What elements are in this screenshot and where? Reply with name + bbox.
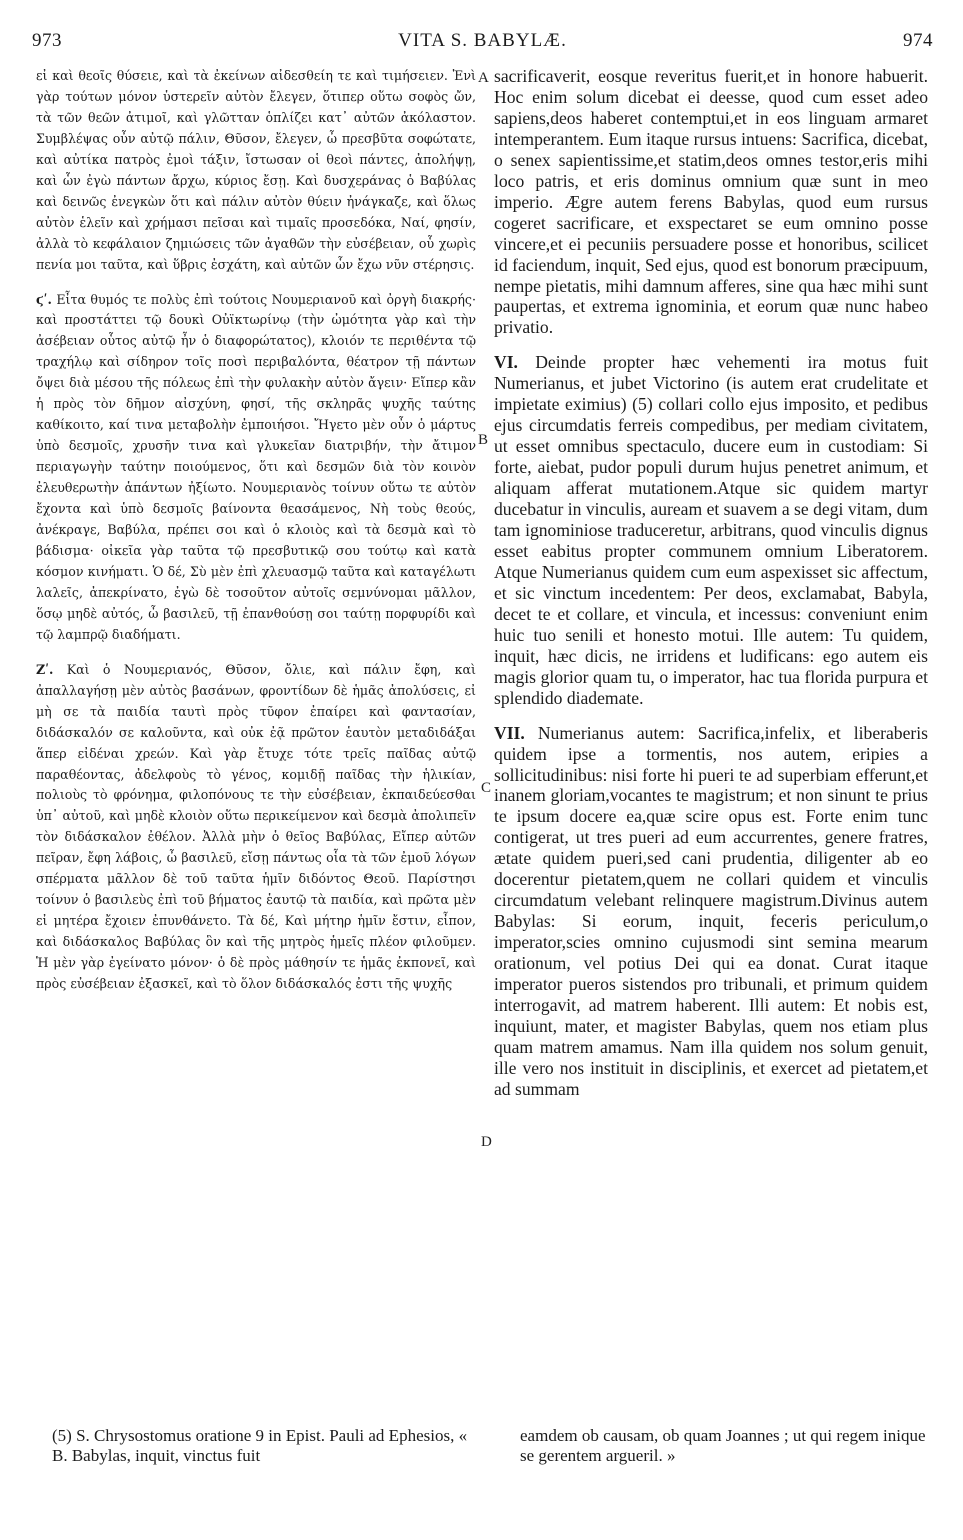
latin-column xyxy=(494,66,928,1100)
margin-marker-b: B xyxy=(478,432,489,448)
latin-section-number-6: VI. xyxy=(494,352,518,373)
page-number-right: 974 xyxy=(903,30,933,51)
latin-paragraph-7-text: Numerianus autem: Sacrifica,infelix, et liberaberis quidem ipse a tormentis, nos autem, eripies a sollicitudinibus: nisi forte hi pueri te ad superbiam efferunt,et inanem gloriam,vocantes te magistrum; et non sinunt te prius te ipsum docere ea,quæ scire opus est. Forte enim tunc contigerat, ut tres pueri ad eum accurrentes, genere fratres, ætate quidem pueri,sed cani prudentia, diligenter ab eo docerentur pietatem,quem ne collari quidem et vinculis circumdatum velebant relinquere magistrum.Divinus autem Babylas: Si eorum, inquit, feceris periculum,o imperator,scies omnino cujusmodi sint semina mearum orationum, vel potius Dei qui ea donat. Curat itaque imperator pueros sistendos pro tribunali, et primum quidem interrogavit, ad matrem haberent. Illi autem: Et nobis est, inquiunt, mater, et magister Babylas, quem nos etiam plus quam matrem amamus. Nam illa quidem nos solum genuit, ille vero nos instituit in disciplinis, et exercet ad pietatem,et ad summam xyxy=(494,722,928,1099)
latin-section-number-7: VII. xyxy=(494,722,525,743)
greek-column xyxy=(36,66,476,995)
greek-paragraph-6 xyxy=(36,290,476,646)
greek-paragraph-1: εἰ καὶ θεοῖς θύσειε, καὶ τὰ ἐκείνων αἰδεσθείη τε καὶ τιμήσειεν. Ἐνὶ γὰρ τούτων μόνον ὑστερεῖν αὐτὸν ἔλεγεν, ὅτιπερ οὕτω σοφὸς ὤν, τὰ τῶν θεῶν ἀτιμοῖ, καὶ γλῶτταν ὁπλίζει κατ᾽ αὐτῶν ἀκόλαστον. Συμβλέψας οὖν αὐτῷ πάλιν, Θῦσον, ἔλεγεν, ὦ πρεσβῦτα σοφώτατε, καὶ αὐτίκα πατρὸς ἐμοὶ τάξιν, ἴστωσαν οἱ θεοὶ πάντες, ἀπολήψῃ, καὶ ὧν ἐγὼ πάντων ἄρχω, κύριος ἔσῃ. Καὶ δυσχεράνας ὁ Βαβύλας καὶ δεινῶς ἐνεγκὼν ὅτι καὶ πάλιν αὐτὸν θύειν ἠνάγκαζε, καὶ ὅλως αὐτὸν ἑλεῖν καὶ χρήμασι πεῖσαι καὶ τιμαῖς προσεδόκα, Ναί, φησίν, ἀλλὰ τὸ κεφάλαιον ζημιώσεις τῶν ἀγαθῶν τὴν εὐσέβειαν, οὗ χωρὶς πενία μοι ταῦτα, καὶ ὕβρις ἐσχάτη, καὶ αὐτῶν ὧν ἔχω νῦν στέρησις. xyxy=(36,68,476,272)
running-title: VITA S. BABYLÆ. xyxy=(398,30,567,51)
page-number-left: 973 xyxy=(32,30,62,51)
greek-paragraph-6-text: Εἶτα θυμός τε πολὺς ἐπὶ τούτοις Νουμεριανοῦ καὶ ὀργὴ διακρής· καὶ προστάττει τῷ δουκὶ Οὐϊκτωρίνῳ (τὴν ὠμότητα γὰρ καὶ τὴν ἀσέβειαν οὗτος αὐτῷ ἦν ὁ διαφορώτατος), κλοιόν τε περιθέντα τῷ τραχήλῳ καὶ σίδηρον τοῖς ποσὶ περιβαλόντα, θέατρον τῇ πάντων ὄψει διὰ μέσου τῆς πόλεως ἐπὶ τὴν φυλακὴν αὐτὸν ἄγειν· Εἴπερ κἂν ἡ πρὸς τὸν δῆμον αἰσχύνη, φησί, τῆς σκληρᾶς ψυχῆς ταύτης καθίκοιτο, καί τινα μεταβολὴν ἐμποιήσοι. Ἤγετο μὲν οὖν ὁ μάρτυς ὑπὸ δεσμοῖς, χρυσῆν τινα καὶ γλυκεῖαν διατριβήν, τὴν ἄτιμον περιαγωγὴν ταύτην ποιούμενος, ὅτι καὶ δεσμῶν διὰ τὸν κοινὸν ἐλευθερωτὴν ἁπάντων ἠξίωτο. Νουμεριανὸς τοίνυν οὕτω τε αὐτὸν ἔχοντα καὶ ὑπὸ δεσμοῖς βαίνοντα θεασάμενος, Νὴ τοὺς θεούς, ἀνέκραγε, Βαβύλα, πρέπει σοι καὶ ὁ κλοιὸς καὶ τὰ δεσμὰ καὶ τὸ βάδισμα· οἰκεῖα γὰρ ταῦτα τῷ πρεσβυτικῷ σου τούτῳ καὶ κατὰ κόσμον κινήματι. Ὁ δέ, Σὺ μὲν ἐπὶ χλευασμῷ ταῦτα καὶ καταγέλωτι λαλεῖς, ἀπεκρίνατο, ἐγὼ δὲ τοσοῦτον αὐτοῖς σεμνύνομαι μᾶλλον, ὅσῳ μηδὲ αὐτός, ὦ βασιλεῦ, τῇ ἐπανθούσῃ σοι ταύτῃ πορφυρίδι καὶ τῷ λαμπρῷ διαδήματι. xyxy=(36,291,476,642)
latin-paragraph-6 xyxy=(494,352,928,708)
greek-section-number-7: Ζʹ. xyxy=(36,661,54,677)
greek-section-number-6: ϛʹ. xyxy=(36,291,52,307)
latin-paragraph-7 xyxy=(494,723,928,1100)
footnote-right: eamdem ob causam, ob quam Joannes ; ut qui regem inique se gerentem argueril. » xyxy=(520,1426,926,1465)
margin-marker-c: C xyxy=(481,780,492,796)
greek-paragraph-7-text: Καὶ ὁ Νουμεριανός, Θῦσον, ὄλιε, καὶ πάλιν ἔφη, καὶ ἀπαλλαγήσῃ μὲν αὐτὸς βασάνων, φροντίδων δὲ ἡμᾶς ἀπολύσεις, εἰ μὴ σε τὰ παιδία ταυτὶ πρὸς τῦφον ἐπαίρει καὶ φαντασίαν, διδάσκαλόν σε καλοῦντα, καὶ οὐκ ἐᾷ πρῶτον ἑαυτὸν μεταδιδάξαι ἅπερ εἰδέναι χρεών. Καὶ γὰρ ἔτυχε τότε τρεῖς παῖδας αὐτῷ παραθέοντας, ἀδελφοὺς τὸ γένος, κομιδῇ παῖδας τὴν ἡλικίαν, πολιοὺς τὸ φρόνημα, φιλοπόνους τε τὴν εὐσέβειαν, ἐκπαιδεύεσθαι ὑπ᾽ αὐτοῦ, καὶ μηδὲ κλοιὸν οὕτω περικείμενον καὶ δεσμὰ ἀπολιπεῖν τὸν διδάσκαλον ἐθέλον. Ἀλλὰ μὴν ὁ θεῖος Βαβύλας, Εἴπερ αὐτῶν πεῖραν, ἔφη λάβοις, ὦ βασιλεῦ, εἴσῃ πάντως οἷα τὰ τῶν ἐμοῦ λόγων σπέρματα μᾶλλον δὲ τοῦ ταῦτα ἡμῖν διδόντος Θεοῦ. Παρίστησι τοίνυν ὁ βασιλεὺς ἐπὶ τοῦ βήματος ἑαυτῷ τὰ παιδία, καὶ πρῶτα μὲν εἰ μητέρα ἔχοιεν ἐπυνθάνετο. Τὰ δέ, Καὶ μήτηρ ἡμῖν ἔστιν, εἶπον, καὶ διδάσκαλος Βαβύλας ὃν καὶ τῆς μητρὸς ἡμεῖς πλέον φιλοῦμεν. Ἡ μὲν γὰρ ἐγείνατο μόνον· ὁ δὲ πρὸς μάθησίν τε ἡμᾶς ἐκπονεῖ, καὶ πρὸς εὐσέβειαν ἐξασκεῖ, καὶ τὸ ὅλον διδάσκαλός ἐστι τῆς ψυχῆς xyxy=(36,661,476,992)
margin-marker-d: D xyxy=(481,1134,492,1150)
margin-marker-a: A xyxy=(478,70,489,86)
latin-paragraph-1: sacrificaverit, eosque reveritus fuerit,et in honore habuerit. Hoc enim solum dicebat ei deesse, quod cum esset adeo sapiens,deos haberet contemptui,et in eos linguam armaret intemperantem. Eum itaque rursus intuens: Sacrifica, dicebat, o senex sapientissime,et statim,deos omnes testor,eris mihi loco patris, et eris dominus omnium quæ sunt in meo imperio. Ægre autem ferens Babylas, quod eum rursus cogeret sacrificare, et exspectaret se eum omnino posse vincere,et ei pecuniis persuadere posse et honoribus, scilicet id faciendum, inquit, Sed ejus, quod est bonorum præcipuum, nempe pietatis, mihi damnum afferes, sine qua hæc mihi sunt paupertas, et extrema ignominia, et eorum quæ nunc habeo privatio. xyxy=(494,66,928,338)
latin-paragraph-6-text: Deinde propter hæc vehementi ira motus fuit Numerianus, et jubet Victorino (is autem erat crudelitate et impietate eximius) (5) collari collo ejus imposito, et pedibus ejus circumdatis ferreis compedibus, per mediam civitatem, ut esset omnibus spectaculo, ducere eum in custodiam: Si forte, aiebat, pudor populi durum hujus penetret animum, et aliquam afferat mutationem.Atque sic quidem martyr ducebatur in vinculis, auream et suavem a se degi vitam, dum tam ignominiose traduceretur, arbitrans, quod vinculis dignus esset eabitus propter communem omnium Liberatorem. Atque Numerianus quidem cum eum aspexisset sic affectum, et sic vinctum incedentem: Per deos, exclamabat, Babyla, decet te et collare, et vincula, et incessus: conveniunt enim huic tuo senili et honesto motui. Ille autem: Tu quidem, inquit, hæc dicis, ne irridens et ludificans: ego autem eis magis glorior quam tu, o imperator, hac tua florida purpura et splendido diademate. xyxy=(494,352,928,708)
greek-paragraph-7 xyxy=(36,660,476,995)
footnote-left: (5) S. Chrysostomus oratione 9 in Epist. Pauli ad Ephesios, « B. Babylas, inquit, vinctus fuit xyxy=(52,1426,468,1465)
running-head xyxy=(32,30,933,54)
